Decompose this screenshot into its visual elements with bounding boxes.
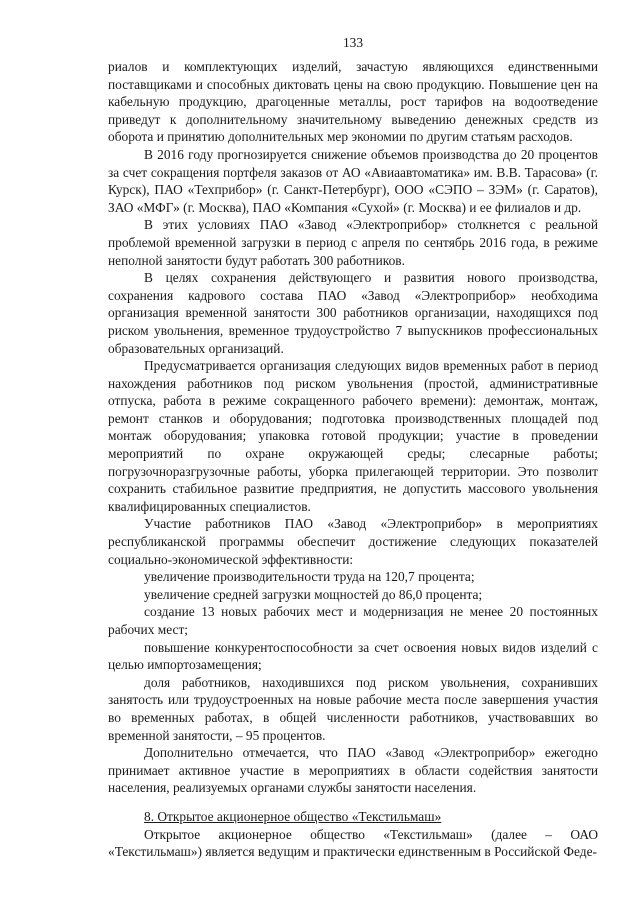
paragraph-temporary-works: Предусматривается организация следующих видов временных работ в период нахождения работников под риском увольнения (простой, административные отпуска, работа в режиме сокращенного рабочего времени): демонтаж, монтаж, ремонт станков и оборудования; подготовка производственных площадей под монтаж оборудования; упаковка готовой продукции; участие в проведении мероприятий по охране окружающей среды; слесарные работы; погрузочноразгрузочные работы, уборка прилегающей территории. Это позволит сохранить стабильное развитие предприятия, не допустить массового увольнения квалифицированных специалистов. xyxy=(108,358,598,514)
paragraph-program-participation: Участие работников ПАО «Завод «Электроприбор» в мероприятиях республиканской программы обеспечит достижение следующих показателей социально-экономической эффективности: xyxy=(108,516,598,567)
paragraph-production-forecast: В 2016 году прогнозируется снижение объемов производства до 20 процентов за счет сокращения портфеля заказов от АО «Авиаавтоматика» им. В.В. Тарасова» (г. Курск), ПАО «Техприбор» (г. Санкт-Петербург), ООО «СЭПО – ЗЭМ» (г. Саратов), ЗАО «МФГ» (г. Москва), ПАО «Компания «Сухой» (г. Москва) и ее филиалов и др. xyxy=(108,146,598,215)
page-number: 133 xyxy=(342,35,364,50)
section-heading: 8. Открытое акционерное общество «Текстильмаш» xyxy=(144,808,442,824)
list-item-new-jobs: создание 13 новых рабочих мест и модернизация не менее 20 постоянных рабочих мест; xyxy=(108,604,598,637)
list-item-capacity-load: увеличение средней загрузки мощностей до 86,0 процента; xyxy=(144,586,483,602)
section-paragraph: Открытое акционерное общество «Текстильмаш» (далее – ОАО «Текстильмаш») является ведущим и практически единственным в Российской Феде- xyxy=(108,826,598,860)
list-item-employment-share: доля работников, находившихся под риском увольнения, сохранивших занятость или трудоустроенных на новые рабочие места после завершения участия во временных работах, в общей численности работников, участвовавших во временной занятости, – 95 процентов. xyxy=(108,674,598,743)
list-item-productivity: увеличение производительности труда на 120,7 процента; xyxy=(144,569,475,585)
paragraph-additional-note: Дополнительно отмечается, что ПАО «Завод «Электроприбор» ежегодно принимает активное участие в мероприятиях в области содействия занятости населения, реализуемых органами службы занятости населения. xyxy=(108,745,598,796)
paragraph-temporary-load: В этих условиях ПАО «Завод «Электроприбор» столкнется с реальной проблемой временной загрузки в период с апреля по сентябрь 2016 года, в режиме неполной занятости будут работать 300 работников. xyxy=(108,217,598,268)
list-item-competitiveness: повышение конкурентоспособности за счет освоения новых видов изделий с целью импортозамещения; xyxy=(108,639,598,673)
paragraph-staff-preservation: В целях сохранения действующего и развития нового производства, сохранения кадрового состава ПАО «Завод «Электроприбор» необходима организация временной занятости 300 работников организации, находящихся под риском увольнения, временное трудоустройство 7 выпускников профессиональных образовательных организаций. xyxy=(108,270,598,356)
paragraph-continuation: риалов и комплектующих изделий, зачастую являющихся единственными поставщиками и способных диктовать цены на свою продукцию. Повышение цен на кабельную продукцию, драгоценные металлы, рост тарифов на водоотведение приведут к дополнительному значительному выведению денежных средств из оборота и принятию дополнительных мер экономии по другим статьям расходов. xyxy=(108,59,598,145)
